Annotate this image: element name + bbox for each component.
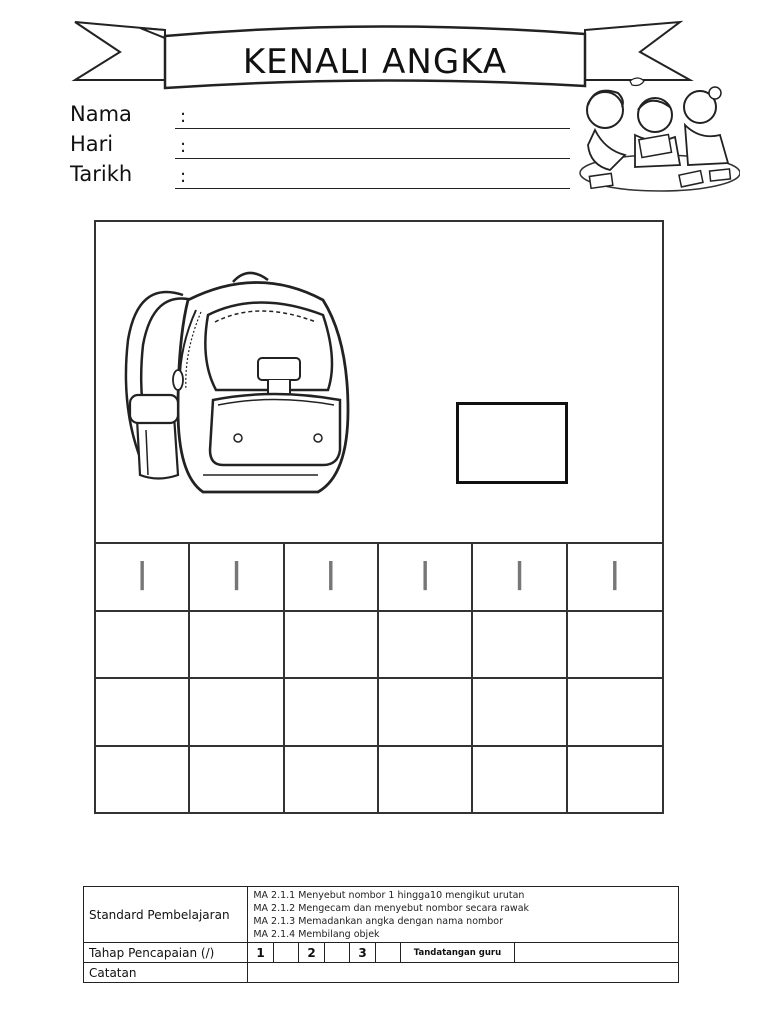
trace-cell[interactable] (96, 544, 190, 612)
children-reading-illustration (570, 75, 740, 195)
writing-cell[interactable] (190, 747, 284, 815)
name-label: Nama (70, 102, 132, 126)
info-row-date (70, 160, 570, 190)
standard-item: MA 2.1.3 Memadankan angka dengan nama nombor (253, 915, 504, 927)
standard-label: Standard Pembelajaran (84, 887, 248, 943)
writing-cell[interactable] (379, 747, 473, 815)
writing-cell[interactable] (190, 612, 284, 680)
writing-cell[interactable] (379, 679, 473, 747)
trace-digit: l (136, 554, 148, 599)
day-label: Hari (70, 132, 114, 156)
trace-digit: l (419, 554, 431, 599)
backpack-image (108, 260, 363, 505)
notes-field[interactable] (248, 963, 679, 983)
trace-digit: l (325, 554, 337, 599)
info-row-day (70, 130, 570, 160)
standard-item: MA 2.1.2 Mengecam dan menyebut nombor secara rawak (253, 902, 530, 914)
writing-cell[interactable] (190, 679, 284, 747)
trace-digit: l (609, 554, 621, 599)
teacher-signature-field[interactable] (514, 943, 678, 963)
standard-row (84, 887, 679, 943)
trace-cell[interactable] (473, 544, 567, 612)
trace-cell[interactable] (285, 544, 379, 612)
picture-area (96, 222, 662, 542)
level-row (84, 943, 679, 963)
trace-cell[interactable] (379, 544, 473, 612)
level-label: Tahap Pencapaian (/) (84, 943, 248, 963)
page-title: KENALI ANGKA (242, 42, 508, 82)
writing-cell[interactable] (568, 612, 662, 680)
teacher-signature-label: Tandatangan guru (401, 943, 514, 963)
date-field-line[interactable] (175, 188, 570, 189)
level-1-checkbox[interactable] (273, 943, 299, 963)
day-colon: : (180, 136, 187, 157)
level-1: 1 (248, 943, 274, 963)
writing-cell[interactable] (285, 612, 379, 680)
writing-cell[interactable] (473, 747, 567, 815)
student-info-section (70, 100, 570, 190)
trace-cell[interactable] (190, 544, 284, 612)
trace-digit: l (514, 554, 525, 599)
date-label: Tarikh (70, 162, 133, 186)
name-colon: : (180, 106, 187, 127)
writing-cell[interactable] (285, 747, 379, 815)
level-3-checkbox[interactable] (375, 943, 401, 963)
info-row-name (70, 100, 570, 130)
writing-cell[interactable] (96, 679, 190, 747)
date-colon: : (180, 166, 187, 187)
worksheet-box (94, 220, 664, 814)
trace-digit: l (231, 554, 242, 599)
assessment-table (83, 886, 679, 983)
writing-cell[interactable] (473, 679, 567, 747)
writing-cell[interactable] (285, 679, 379, 747)
level-3: 3 (350, 943, 376, 963)
level-2: 2 (299, 943, 325, 963)
writing-cell[interactable] (568, 747, 662, 815)
notes-row (84, 963, 679, 983)
writing-cell[interactable] (473, 612, 567, 680)
tracing-grid (96, 542, 662, 814)
standard-item: MA 2.1.1 Menyebut nombor 1 hingga10 mengikut urutan (253, 889, 525, 901)
writing-cell[interactable] (568, 679, 662, 747)
answer-box[interactable] (456, 402, 568, 484)
trace-cell[interactable] (568, 544, 662, 612)
writing-cell[interactable] (96, 747, 190, 815)
standards-list (248, 887, 679, 943)
standard-item: MA 2.1.4 Membilang objek (253, 928, 380, 940)
writing-cell[interactable] (96, 612, 190, 680)
notes-label: Catatan (84, 963, 248, 983)
writing-cell[interactable] (379, 612, 473, 680)
day-field-line[interactable] (175, 158, 570, 159)
level-2-checkbox[interactable] (324, 943, 350, 963)
name-field-line[interactable] (175, 128, 570, 129)
